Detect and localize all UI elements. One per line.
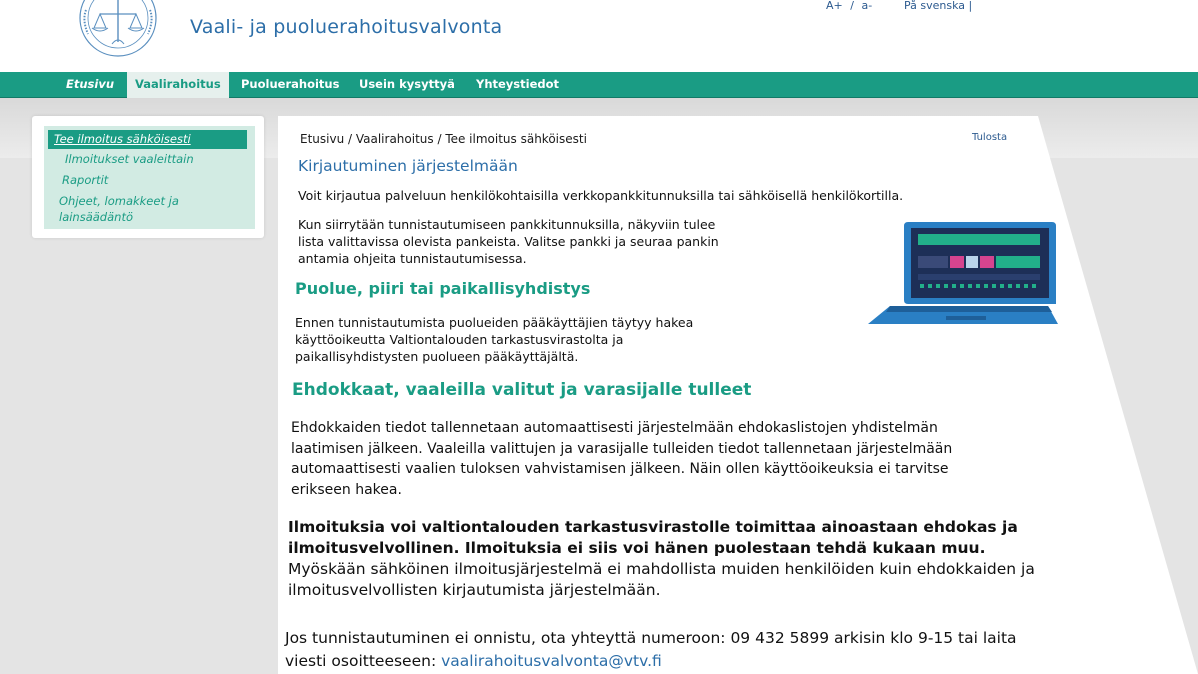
heading-party: Puolue, piiri tai paikallisyhdistys: [295, 279, 591, 298]
nav-item-etusivu[interactable]: Etusivu: [66, 77, 115, 91]
sidebar-item-ilmoitukset-vaaleittain[interactable]: Ilmoitukset vaaleittain: [65, 152, 194, 166]
sidebar-item-ohjeet[interactable]: Ohjeet, lomakkeet ja: [59, 194, 179, 208]
paragraph-candidates: Ehdokkaiden tiedot tallennetaan automaattisesti järjestelmään ehdokaslistojen yhdistelmän laatimisen jälkeen. Vaaleilla valittujen ja varasijalle tulleiden tiedot tallennetaan järjestelmään automaattisesti vaalien tuloksen vahvistamisen jälkeen. Näin ollen käyttöoikeuksia ei tarvitse erikseen hakea.: [291, 420, 953, 498]
paragraph-login-1: Voit kirjautua palveluun henkilökohtaisilla verkkopankkitunnuksilla tai sähköisellä henkilökortilla.: [298, 188, 904, 203]
contact-prefix: viesti osoitteeseen:: [285, 652, 437, 670]
site-header: [0, 0, 1198, 72]
nav-item-vaalirahoitus[interactable]: Vaalirahoitus: [127, 72, 229, 98]
font-separator: /: [850, 0, 854, 12]
font-larger-button[interactable]: A+: [826, 0, 843, 12]
nav-item-yhteystiedot[interactable]: Yhteystiedot: [476, 77, 560, 91]
sidebar-item-tee-ilmoitus[interactable]: Tee ilmoitus sähköisesti: [48, 130, 247, 149]
paragraph-contact: Jos tunnistautuminen ei onnistu, ota yhteyttä numeroon: 09 432 5899 arkisin klo 9-15 tai laita viesti osoitteeseen: vaalirahoitusvalvonta@vtv.fi: [285, 629, 1017, 670]
font-smaller-button[interactable]: a-: [861, 0, 873, 12]
site-title[interactable]: Vaali- ja puoluerahoitusvalvonta: [190, 16, 503, 38]
contact-email-link[interactable]: vaalirahoitusvalvonta@vtv.fi: [441, 652, 662, 670]
sidebar-item-lainsaadanto[interactable]: lainsäädäntö: [59, 210, 133, 224]
paragraph-notice: Ilmoituksia voi valtiontalouden tarkastusvirastolle toimittaa ainoastaan ehdokas ja ilmoitusvelvollinen. Ilmoituksia ei siis voi hänen puolestaan tehdä kukaan muu. Myöskään sähköinen ilmoitusjärjestelmä ei mahdollista muiden henkilöiden kuin ehdokkaiden ja ilmoitusvelvollisten kirjautumista järjestelmään.: [288, 518, 1035, 599]
print-link[interactable]: Tulosta: [972, 132, 1008, 143]
laptop-illustration: [866, 220, 1060, 330]
heading-login: Kirjautuminen järjestelmään: [298, 157, 518, 175]
heading-candidates: Ehdokkaat, vaaleilla valitut ja varasijalle tulleet: [292, 380, 752, 400]
sidebar-menu: [44, 126, 255, 229]
sidebar: [32, 116, 264, 238]
nav-item-usein-kysyttya[interactable]: Usein kysyttyä: [359, 77, 455, 91]
paragraph-party: Ennen tunnistautumista puolueiden pääkäyttäjien täytyy hakea käyttöoikeutta Valtiontalouden tarkastusvirastolta ja paikallisyhdistysten puolueen pääkäyttäjältä.: [295, 315, 694, 364]
font-size-controls: [826, 0, 872, 12]
sidebar-item-raportit[interactable]: Raportit: [62, 173, 109, 187]
paragraph-login-2: Kun siirrytään tunnistautumiseen pankkitunnuksilla, näkyviin tulee lista valittavissa olevista pankeista. Valitse pankki ja seuraa pankin antamia ohjeita tunnistautumisessa.: [298, 217, 719, 266]
language-swedish-link[interactable]: På svenska |: [904, 0, 973, 12]
breadcrumb[interactable]: Etusivu / Vaalirahoitus / Tee ilmoitus sähköisesti: [300, 132, 587, 146]
nav-item-puoluerahoitus[interactable]: Puoluerahoitus: [241, 77, 340, 91]
main-nav: [0, 72, 1198, 98]
vtv-seal-logo[interactable]: [76, 0, 160, 60]
